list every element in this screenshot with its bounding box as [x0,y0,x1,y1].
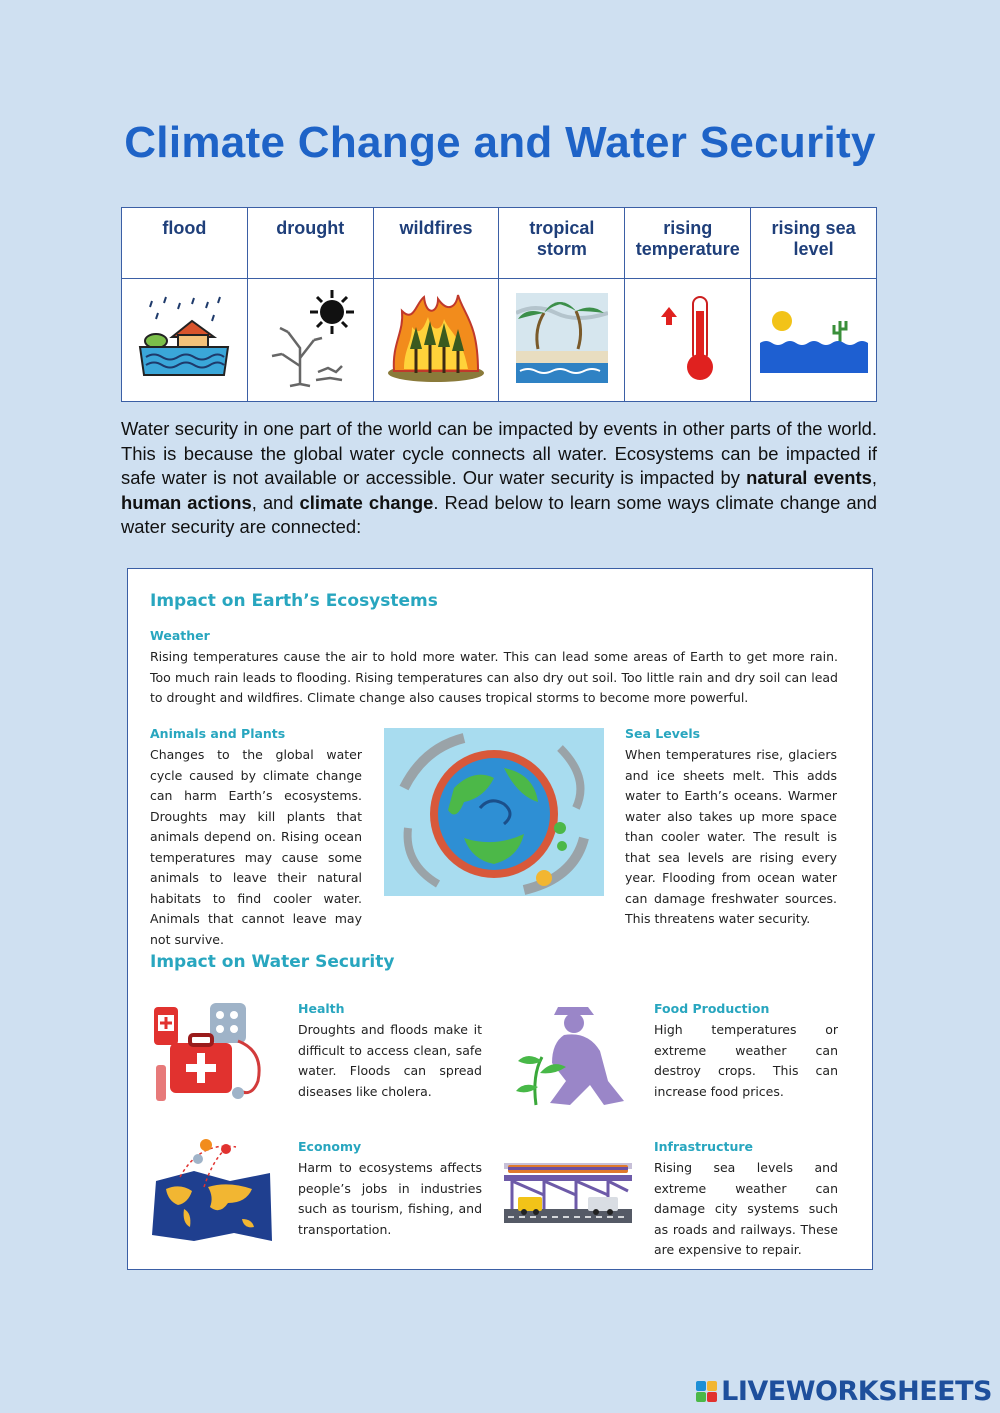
animals-text: Changes to the global water cycle caused by climate change can harm Earth’s ecosystems. Droughts may kill plants that animals depend on. Rising ocean temperatures may cause some animals to leave their natural habitats to find cooler water. Animals that cannot leave may not survive. [150,747,362,947]
logo-text: LIVEWORKSHEETS [721,1376,992,1407]
weather-text: Rising temperatures cause the air to hold more water. This can lead some areas of Earth to get more rain. Too much rain leads to flooding. Rising temperatures can also dry out soil. Too little rain and dry soil can lead to drought and wildfires. Climate change also causes tropical storms to become more powerful. [150,649,838,705]
rising-temperature-cell [625,279,751,402]
farmer-icon [508,1001,632,1109]
flood-icon [134,295,234,381]
intro-text-2: . Read below to learn some ways climate change and water security are connected: [121,491,878,537]
health-kit-icon [150,1001,274,1107]
sea-levels-text: When temperatures rise, glaciers and ice sheets melt. This adds water to Earth’s oceans. Warmer water also takes up more space than cooler water. The result is that sea levels are rising every year. Flooding from ocean water can damage freshwater sources. This threatens water security. [625,747,837,926]
animals-title: Animals and Plants [150,726,286,741]
wildfires-cell [373,279,499,402]
sea-levels-title: Sea Levels [625,726,701,741]
infrastructure-text: Rising sea levels and extreme weather can damage city systems such as roads and railways. These are expensive to repair. [654,1160,838,1257]
health-text: Droughts and floods make it difficult to access clean, safe water. Floods can spread diseases like cholera. [298,1022,482,1099]
sea-level-icon [760,303,868,373]
food-text: High temperatures or extreme weather can destroy crops. This can increase food prices. [654,1022,838,1099]
hazard-label-rising-temperature: rising temperature [625,208,751,279]
hazard-label-tropical-storm: tropical storm [499,208,625,279]
ecosystems-heading: Impact on Earth’s Ecosystems [150,591,438,611]
hazard-label-flood: flood [122,208,248,279]
intro-sep-1: , [871,467,877,488]
thermometer-icon [653,293,723,383]
intro-bold-climate-change: climate change [299,491,434,513]
hazards-table [121,207,877,402]
liveworksheets-logo [696,1376,992,1407]
intro-paragraph [121,417,877,540]
economy-title: Economy [298,1139,362,1154]
wildfire-icon [386,293,486,383]
intro-bold-natural-events: natural events [746,467,872,488]
page-title: Climate Change and Water Security [124,118,876,167]
security-heading: Impact on Water Security [150,952,395,972]
food-title: Food Production [654,1001,770,1016]
hazard-label-drought: drought [247,208,373,279]
intro-sep-2: , and [251,491,300,513]
world-map-icon [150,1137,274,1245]
weather-title: Weather [150,628,210,643]
drought-cell [247,279,373,402]
intro-text-1: Water security in one part of the world can be impacted by events in other parts of the world. This is because the global water cycle connects all water. Ecosystems can be impacted if safe water is not available or accessible. Our water security is impacted by [121,418,877,488]
infrastructure-title: Infrastructure [654,1139,753,1154]
logo-mark-icon [696,1381,717,1402]
tropical-storm-icon [516,293,608,383]
earth-illustration [384,728,604,896]
hazard-label-wildfires: wildfires [373,208,499,279]
economy-text: Harm to ecosystems affects people’s jobs in industries such as tourism, fishing, and transportation. [298,1160,482,1237]
drought-icon [260,288,360,388]
infrastructure-icon [504,1161,632,1225]
rising-sea-level-cell [751,279,877,402]
hazard-label-rising-sea-level: rising sea level [751,208,877,279]
tropical-storm-cell [499,279,625,402]
intro-bold-human-actions: human actions [121,491,252,513]
info-card [127,568,873,1270]
health-title: Health [298,1001,345,1016]
flood-cell [122,279,248,402]
